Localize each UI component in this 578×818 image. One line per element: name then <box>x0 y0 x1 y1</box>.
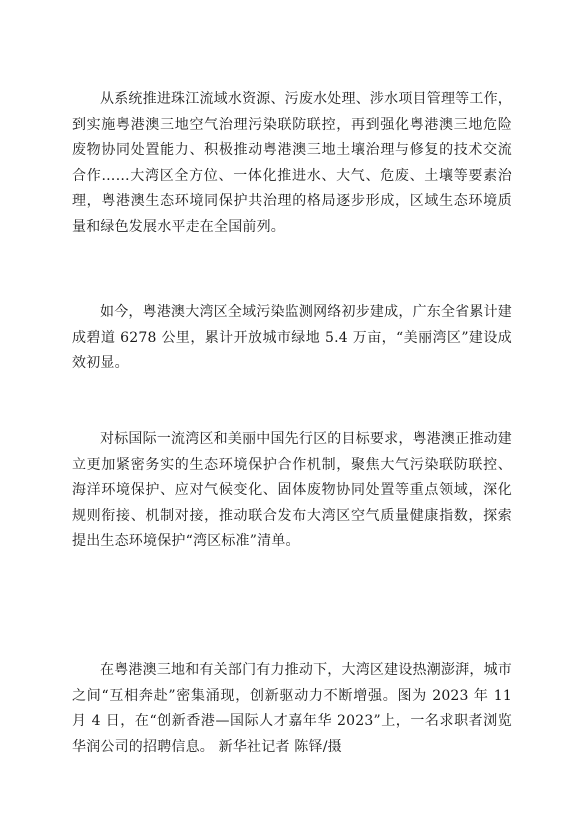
paragraph-monitoring-network: 如今，粤港澳大湾区全域污染监测网络初步建成，广东全省累计建成碧道 6278 公里，累计开放城市绿地 5.4 万亩，“美丽湾区”建设成效初显。 <box>72 304 512 371</box>
paragraph-photo-caption: 在粤港澳三地和有关部门有力推动下，大湾区建设热潮澎湃，城市之间“互相奔赴”密集涌现，创新驱动力不断增强。图为 2023 年 11 月 4 日，在“创新香港—国际人才嘉年华 2023”上，一名求职者浏览华润公司的招聘信息。 新华社记者 陈铎/摄 <box>72 662 512 755</box>
paragraph-regional-governance: 从系统推进珠江流域水资源、污废水处理、涉水项目管理等工作，到实施粤港澳三地空气治理污染联防联控，再到强化粤港澳三地危险废物协同处置能力、积极推动粤港澳三地土壤治理与修复的技术交流合作……大湾区全方位、一体化推进水、大气、危废、土壤等要素治理，粤港澳生态环境同保护共治理的格局逐步形成，区域生态环境质量和绿色发展水平走在全国前列。 <box>72 91 512 235</box>
paragraph-cooperation-mechanism: 对标国际一流湾区和美丽中国先行区的目标要求，粤港澳正推动建立更加紧密务实的生态环境保护合作机制，聚焦大气污染联防联控、海洋环境保护、应对气候变化、固体废物协同处置等重点领域，深化规则衔接、机制对接，推动联合发布大湾区空气质量健康指数，探索提出生态环境保护“湾区标准”清单。 <box>72 431 512 549</box>
